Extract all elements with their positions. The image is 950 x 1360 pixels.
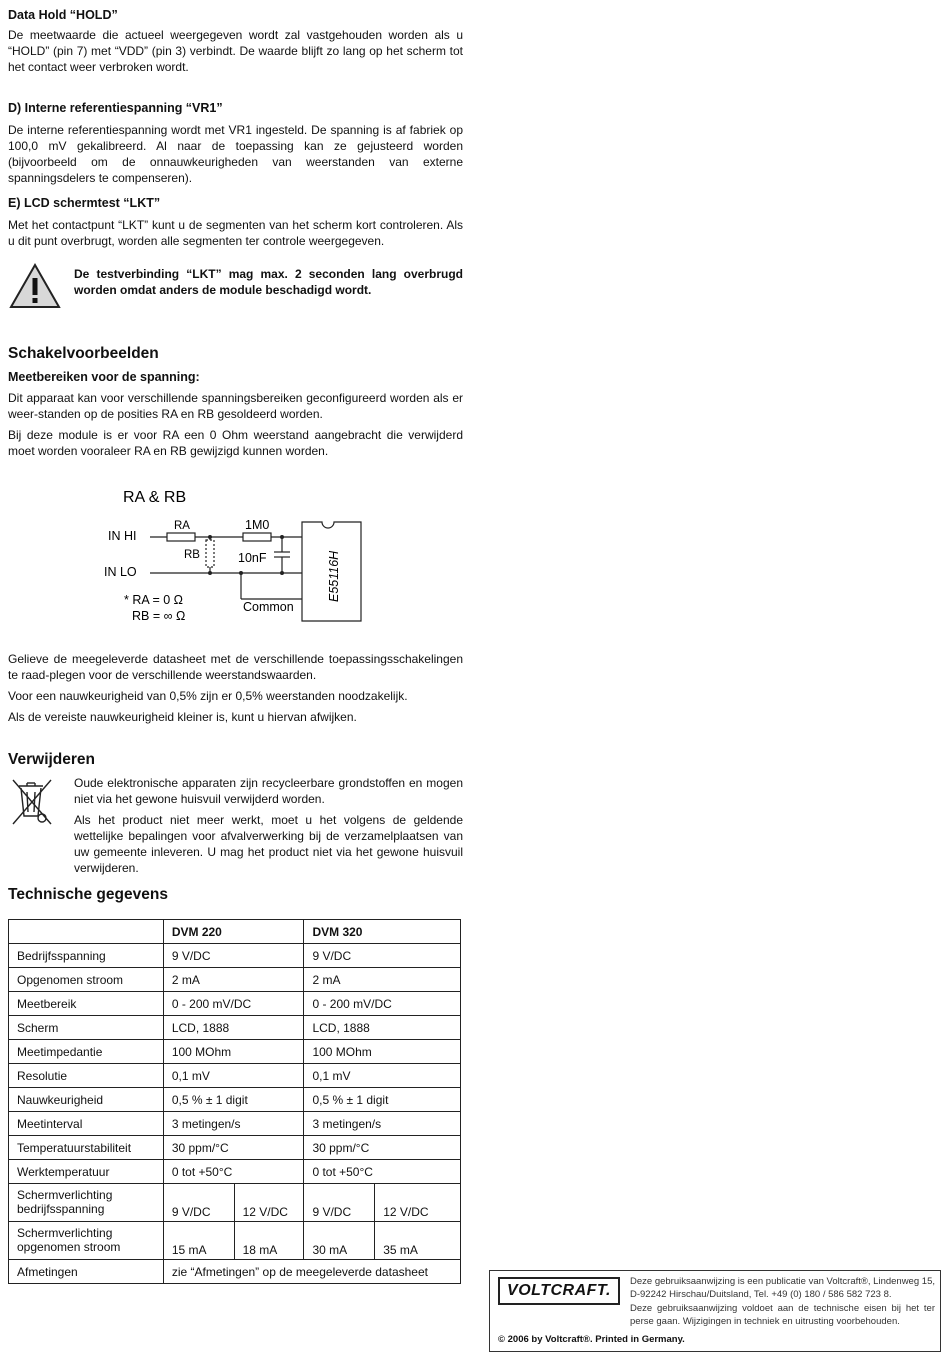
spec-label: Schermverlichting bedrijfsspanning: [9, 1184, 164, 1222]
table-row: [9, 1088, 461, 1112]
dvm320-value: 0 tot +50°C: [304, 1160, 461, 1184]
spec-label: Scherm: [9, 1016, 164, 1040]
tech-title: Technische gegevens: [8, 886, 168, 903]
spec-value: 30 mA: [304, 1222, 375, 1260]
spec-value: 18 mA: [234, 1222, 304, 1260]
table-row: [9, 1040, 461, 1064]
spec-label: Temperatuurstabiliteit: [9, 1136, 164, 1160]
header-cell: DVM 220: [163, 920, 304, 944]
voltcraft-logo: VOLTCRAFT.: [498, 1277, 620, 1305]
footer-disclaimer: Deze gebruiksaanwijzing voldoet aan de technische eisen bij het ter perse gaan. Wijzigingen in techniek en uitrusting voorbehouden.: [630, 1303, 935, 1327]
dvm220-value: LCD, 1888: [163, 1016, 304, 1040]
table-row: [9, 1112, 461, 1136]
spec-label: Resolutie: [9, 1064, 164, 1088]
spec-label: Meetinterval: [9, 1112, 164, 1136]
dvm220-value: 100 MOhm: [163, 1040, 304, 1064]
spec-value: 12 V/DC: [234, 1184, 304, 1222]
footer-publisher: Deze gebruiksaanwijzing is een publicatie van Voltcraft®, Lindenweg 15, D-92242 Hirschau/Duitsland, Tel. +49 (0) 180 / 586 582 723 8.: [630, 1276, 935, 1300]
dvm220-value: 0,1 mV: [163, 1064, 304, 1088]
warning-icon: [9, 262, 61, 310]
spec-value: 9 V/DC: [304, 1184, 375, 1222]
dvm320-value: LCD, 1888: [304, 1016, 461, 1040]
header-cell: DVM 320: [304, 920, 461, 944]
lkt-text: Met het contactpunt “LKT” kunt u de segmenten van het scherm kort controleren. Als u dit punt overbrugt, worden alle segmenten ter controle weergegeven.: [8, 218, 463, 248]
dvm220-value: 30 ppm/°C: [163, 1136, 304, 1160]
spec-value: zie “Afmetingen” op de meegeleverde datasheet: [163, 1260, 460, 1284]
note-ra: * RA = 0 Ω: [124, 593, 184, 607]
table-row: [9, 992, 461, 1016]
in-hi-label: IN HI: [108, 529, 137, 543]
table-header-row: [9, 920, 461, 944]
table-row: [9, 1160, 461, 1184]
hold-text: De meetwaarde die actueel weergegeven wordt zal vastgehouden worden als u “HOLD” (pin 7) met “VDD” (pin 3) verbindt. De waarde blijft zo lang op het scherm tot het contact weer verbroken wordt.: [8, 28, 463, 74]
spec-label: Werktemperatuur: [9, 1160, 164, 1184]
table-row: [9, 1184, 461, 1222]
hold-title: Data Hold “HOLD”: [8, 8, 118, 22]
schakel-subtitle: Meetbereiken voor de spanning:: [8, 370, 200, 384]
table-row: [9, 1260, 461, 1284]
dvm320-value: 30 ppm/°C: [304, 1136, 461, 1160]
rb-label: RB: [184, 549, 200, 561]
table-row: [9, 968, 461, 992]
vr1-text: De interne referentiespanning wordt met VR1 ingesteld. De spanning is af fabriek op 100,0 mV gekalibreerd. Al naar de toepassing kan ze gejusteerd worden (bijvoorbeeld om de onnauwkeurigheden van weerstanden van externe spanningsdelers te compenseren).: [8, 123, 463, 185]
spec-label: Nauwkeurigheid: [9, 1088, 164, 1112]
schakel-p2: Bij deze module is er voor RA een 0 Ohm weerstand aangebracht die verwijderd moet worden vooraleer RA en RB gewijzigd kunnen worden.: [8, 428, 463, 458]
table-row: [9, 944, 461, 968]
spec-label: Bedrijfsspanning: [9, 944, 164, 968]
dvm220-value: 0 - 200 mV/DC: [163, 992, 304, 1016]
spec-value: 12 V/DC: [375, 1184, 461, 1222]
dvm220-value: 9 V/DC: [163, 944, 304, 968]
spec-value: 35 mA: [375, 1222, 461, 1260]
in-lo-label: IN LO: [104, 565, 137, 579]
table-row: [9, 1016, 461, 1040]
dvm320-value: 100 MOhm: [304, 1040, 461, 1064]
spec-table: [8, 919, 461, 1284]
dvm220-value: 2 mA: [163, 968, 304, 992]
circuit-diagram: [95, 482, 375, 627]
table-row: [9, 1136, 461, 1160]
schakel-p3: Gelieve de meegeleverde datasheet met de verschillende toepassingsschakelingen te raad-plegen voor de verschillende weerstandswaarden.: [8, 652, 463, 682]
dvm320-value: 2 mA: [304, 968, 461, 992]
dvm320-value: 9 V/DC: [304, 944, 461, 968]
diagram-title: RA & RB: [123, 489, 187, 506]
common-label: Common: [243, 600, 294, 614]
cap-label: 10nF: [238, 551, 267, 565]
spec-value: 9 V/DC: [163, 1184, 234, 1222]
table-row: [9, 1222, 461, 1260]
lkt-warning: De testverbinding “LKT” mag max. 2 seconden lang overbrugd worden omdat anders de module beschadigd wordt.: [74, 267, 463, 297]
dvm320-value: 3 metingen/s: [304, 1112, 461, 1136]
chip-label: E55116H: [327, 550, 341, 602]
spec-label: Opgenomen stroom: [9, 968, 164, 992]
dvm320-value: 0,1 mV: [304, 1064, 461, 1088]
schakel-title: Schakelvoorbeelden: [8, 345, 159, 362]
weee-bin-icon: [9, 778, 55, 828]
dvm220-value: 0,5 % ± 1 digit: [163, 1088, 304, 1112]
footer-box: [489, 1270, 941, 1352]
note-rb: RB = ∞ Ω: [132, 609, 186, 623]
spec-label: Schermverlichting opgenomen stroom: [9, 1222, 164, 1260]
lkt-title: E) LCD schermtest “LKT”: [8, 196, 161, 210]
schakel-p5: Als de vereiste nauwkeurigheid kleiner is, kunt u hiervan afwijken.: [8, 710, 357, 724]
dvm220-value: 3 metingen/s: [163, 1112, 304, 1136]
ra-label: RA: [174, 520, 190, 532]
schakel-p4: Voor een nauwkeurigheid van 0,5% zijn er 0,5% weerstanden noodzakelijk.: [8, 689, 408, 703]
spec-label: Meetimpedantie: [9, 1040, 164, 1064]
schakel-p1: Dit apparaat kan voor verschillende spanningsbereiken geconfigureerd worden als er weer-standen op de posities RA en RB gesoldeerd worden.: [8, 391, 463, 421]
spec-label: Meetbereik: [9, 992, 164, 1016]
r1m0-label: 1M0: [245, 518, 270, 532]
spec-value: 15 mA: [163, 1222, 234, 1260]
vr1-title: D) Interne referentiespanning “VR1”: [8, 101, 223, 115]
header-cell: [9, 920, 164, 944]
table-row: [9, 1064, 461, 1088]
footer-copyright: © 2006 by Voltcraft®. Printed in Germany.: [498, 1334, 685, 1345]
spec-label: Afmetingen: [9, 1260, 164, 1284]
verwijderen-p1: Oude elektronische apparaten zijn recycleerbare grondstoffen en mogen niet via het gewone huisvuil verwijderd worden.: [74, 776, 463, 806]
dvm320-value: 0 - 200 mV/DC: [304, 992, 461, 1016]
verwijderen-title: Verwijderen: [8, 751, 96, 768]
dvm220-value: 0 tot +50°C: [163, 1160, 304, 1184]
verwijderen-p2: Als het product niet meer werkt, moet u het volgens de geldende wettelijke bepalingen voor afvalverwerking bij de verzamelplaatsen van uw gemeente inleveren. U mag het product niet via het gewone huisvuil verwijderen.: [74, 813, 463, 875]
dvm320-value: 0,5 % ± 1 digit: [304, 1088, 461, 1112]
